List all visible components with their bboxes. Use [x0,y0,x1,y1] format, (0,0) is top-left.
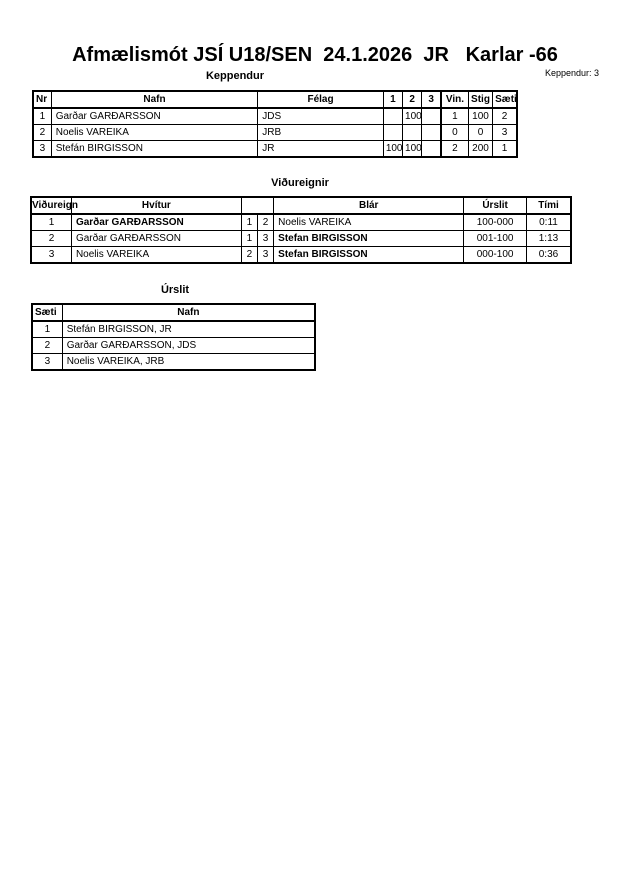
match-white: Noelis VAREIKA [71,247,241,264]
match-result: 100-000 [464,214,527,231]
competitor-name: Garðar GARÐARSSON [51,108,258,125]
competitors-table [32,90,518,158]
competitor-wins: 1 [441,108,468,125]
col-nr: Nr [33,91,51,108]
col-numbers [241,197,273,214]
result-name: Noelis VAREIKA, JRB [62,354,315,371]
match-blue: Noelis VAREIKA [274,214,464,231]
match-white-no: 1 [241,231,257,247]
result-name: Stefán BIRGISSON, JR [62,321,315,338]
col-time: Tími [526,197,571,214]
competitor-name: Stefán BIRGISSON [51,141,258,158]
competitor-points: 0 [468,125,492,141]
match-time: 1:13 [526,231,571,247]
competitor-nr: 3 [33,141,51,158]
competitors-heading: Keppendur [205,70,265,82]
competitor-wins: 2 [441,141,468,158]
table-row [33,141,517,158]
matches-heading: Viðureignir [271,177,329,189]
competitor-points: 100 [468,108,492,125]
match-blue-no: 3 [257,231,273,247]
match-blue: Stefan BIRGISSON [274,231,464,247]
competitors-count: Keppendur: 3 [544,68,599,78]
table-row [31,247,571,264]
col-wins: Vin. [441,91,468,108]
result-place: 2 [32,338,62,354]
competitor-name: Noelis VAREIKA [51,125,258,141]
results-heading: Úrslit [160,284,190,296]
table-row [33,125,517,141]
col-blue: Blár [274,197,464,214]
col-result: Úrslit [464,197,527,214]
col-r2: 2 [403,91,422,108]
match-white-no: 1 [241,214,257,231]
competitor-nr: 1 [33,108,51,125]
match-white-no: 2 [241,247,257,264]
result-place: 3 [32,354,62,371]
competitor-r1: 100 [383,141,402,158]
competitor-wins: 0 [441,125,468,141]
competitor-nr: 2 [33,125,51,141]
competitor-place: 3 [493,125,517,141]
table-row [33,108,517,125]
competitor-r1 [383,125,402,141]
match-result: 001-100 [464,231,527,247]
result-name: Garðar GARÐARSSON, JDS [62,338,315,354]
col-name: Nafn [51,91,258,108]
competitor-club: JDS [258,108,384,125]
col-white: Hvítur [71,197,241,214]
col-name: Nafn [62,304,315,321]
result-place: 1 [32,321,62,338]
table-row [32,321,315,338]
match-blue: Stefan BIRGISSON [274,247,464,264]
match-no: 3 [31,247,71,264]
competitor-club: JRB [258,125,384,141]
table-row [32,338,315,354]
match-no: 1 [31,214,71,231]
col-place: Sæti [32,304,62,321]
match-white: Garðar GARÐARSSON [71,231,241,247]
competitor-r2 [403,125,422,141]
competitor-place: 1 [493,141,517,158]
match-time: 0:36 [526,247,571,264]
match-blue-no: 3 [257,247,273,264]
match-no: 2 [31,231,71,247]
col-club: Félag [258,91,384,108]
competitor-place: 2 [493,108,517,125]
results-table [31,303,316,371]
competitor-points: 200 [468,141,492,158]
match-white: Garðar GARÐARSSON [71,214,241,231]
col-points: Stig [468,91,492,108]
col-r1: 1 [383,91,402,108]
competitor-r2: 100 [403,108,422,125]
competitor-r3 [422,141,441,158]
competitor-club: JR [258,141,384,158]
table-row [31,214,571,231]
matches-table [30,196,572,264]
match-blue-no: 2 [257,214,273,231]
competitor-r1 [383,108,402,125]
table-row [31,231,571,247]
competitor-r2: 100 [403,141,422,158]
col-place: Sæti [493,91,517,108]
col-r3: 3 [422,91,441,108]
competitor-r3 [422,125,441,141]
competitor-r3 [422,108,441,125]
page-title: Afmælismót JSÍ U18/SEN 24.1.2026 JR Karlar -66 [72,44,558,66]
match-result: 000-100 [464,247,527,264]
match-time: 0:11 [526,214,571,231]
table-row [32,354,315,371]
col-match-no: Viðureign [31,197,71,214]
